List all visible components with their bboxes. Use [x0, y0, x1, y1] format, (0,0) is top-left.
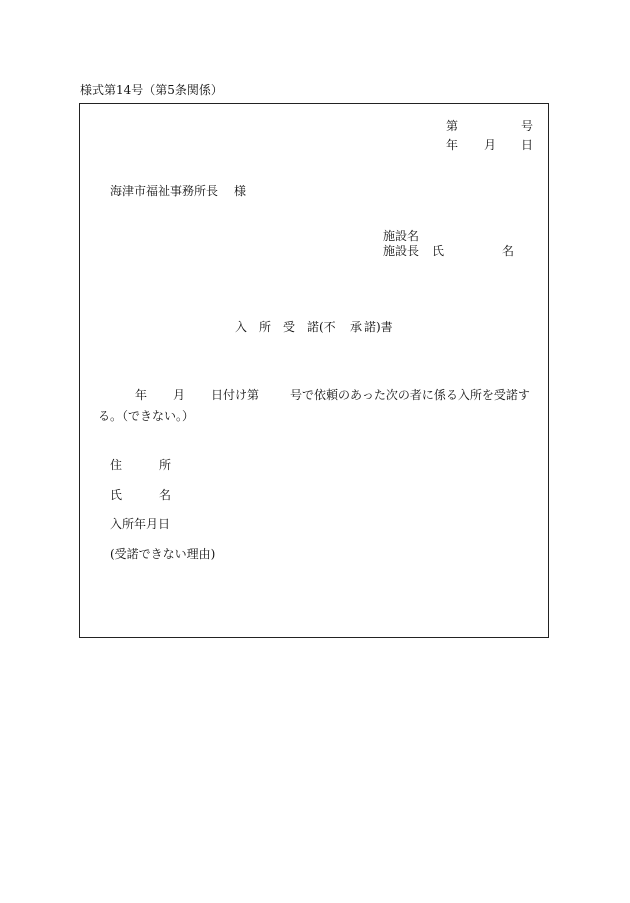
- title-char-5: 承: [350, 320, 363, 334]
- field-address-2: 所: [159, 458, 172, 472]
- field-reason: (受諾できない理由): [110, 547, 216, 561]
- director-label: 施設長: [383, 244, 420, 258]
- title-char-4: 諾(不: [307, 320, 336, 334]
- body-sentence-1: 号で依頼のあった次の者に係る入所を受諾す: [290, 388, 530, 402]
- field-address-1: 住: [110, 458, 123, 472]
- field-admission-date: 入所年月日: [110, 517, 171, 531]
- body-day-prefix: 日付け第: [211, 388, 260, 402]
- date-year: 年: [446, 138, 459, 152]
- date-day: 日: [521, 138, 534, 152]
- name-label-2: 名: [502, 244, 515, 258]
- number-prefix: 第: [446, 119, 459, 133]
- title-char-2: 所: [259, 320, 272, 334]
- title-char-6: 諾)書: [364, 320, 393, 334]
- name-label-1: 氏: [432, 244, 445, 258]
- facility-label: 施設名: [383, 229, 420, 243]
- field-name-1: 氏: [110, 488, 123, 502]
- addressee-honorific: 様: [234, 184, 247, 198]
- date-month: 月: [484, 138, 497, 152]
- body-sentence-2: る。（できない。）: [98, 409, 195, 423]
- number-suffix: 号: [521, 119, 534, 133]
- addressee-office: 海津市福祉事務所長: [110, 184, 219, 198]
- title-char-3: 受: [283, 320, 296, 334]
- body-year: 年: [135, 388, 148, 402]
- body-month: 月: [173, 388, 186, 402]
- field-name-2: 名: [159, 488, 172, 502]
- form-number-label: 様式第14号（第5条関係）: [80, 83, 223, 97]
- title-char-1: 入: [235, 320, 248, 334]
